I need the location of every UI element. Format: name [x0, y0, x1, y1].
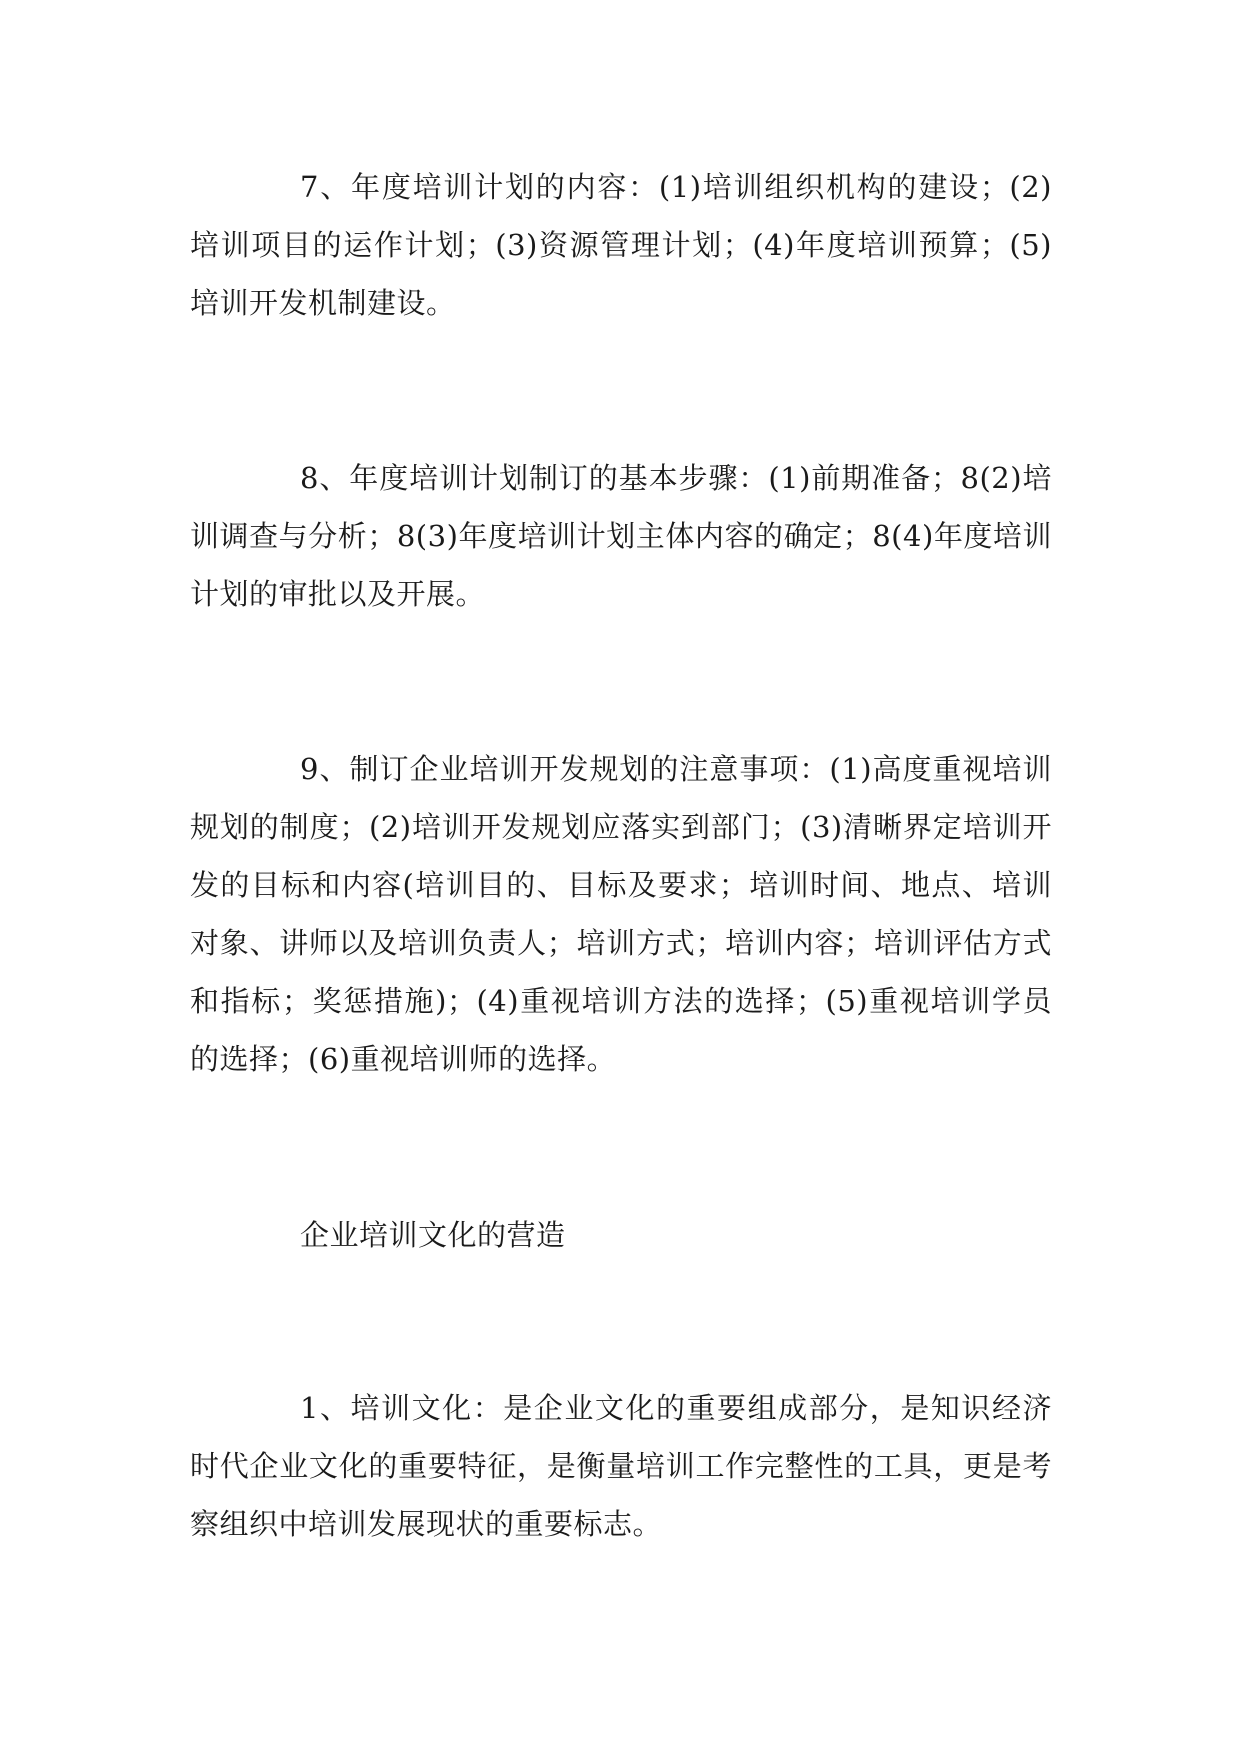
section-heading: 企业培训文化的营造	[300, 1218, 566, 1252]
paragraph-annual-plan-steps: 8、年度培训计划制订的基本步骤：(1)前期准备；8(2)培训调查与分析；8(3)年度培训计划主体内容的确定；8(4)年度培训计划的审批以及开展。	[190, 461, 1052, 611]
paragraph-training-culture: 1、培训文化：是企业文化的重要组成部分，是知识经济时代企业文化的重要特征，是衡量培训工作完整性的工具，更是考察组织中培训发展现状的重要标志。	[190, 1391, 1052, 1541]
paragraph-annual-plan-content: 7、年度培训计划的内容：(1)培训组织机构的建设；(2)培训项目的运作计划；(3)资源管理计划；(4)年度培训预算；(5)培训开发机制建设。	[190, 170, 1052, 320]
paragraph-planning-notes: 9、制订企业培训开发规划的注意事项：(1)高度重视培训规划的制度；(2)培训开发规划应落实到部门；(3)清晰界定培训开发的目标和内容(培训目的、目标及要求；培训时间、地点、培训对象、讲师以及培训负责人；培训方式；培训内容；培训评估方式和指标；奖惩措施)；(4)重视培训方法的选择；(5)重视培训学员的选择；(6)重视培训师的选择。	[190, 752, 1052, 1076]
